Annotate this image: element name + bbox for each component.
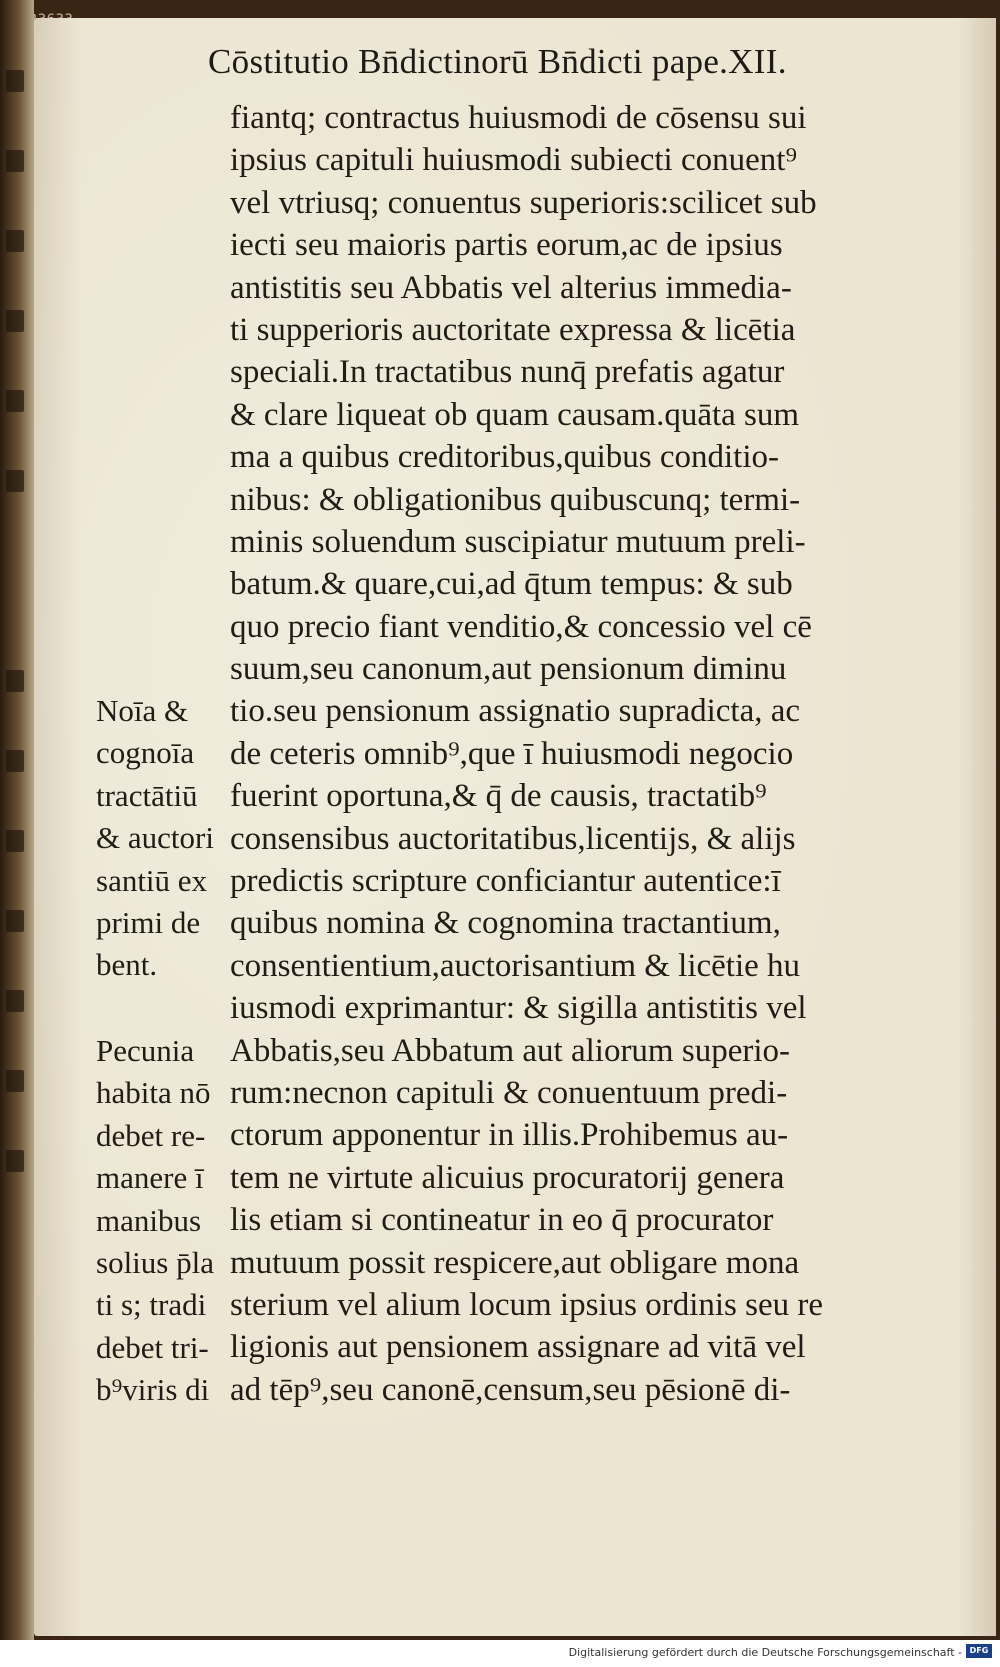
margin-note-line: b⁹viris di: [96, 1372, 210, 1408]
text-line: rum:necnon capituli & conuentuum predi-: [230, 1074, 788, 1111]
text-line: de ceteris omnib⁹,que ī huiusmodi negocio: [230, 735, 794, 772]
margin-note-line: cognoīa: [96, 735, 195, 771]
margin-note-pecunia: [96, 1030, 246, 1412]
text-line: fuerint oportuna,& q̄ de causis, tractatib⁹: [230, 778, 767, 815]
margin-note-line: debet re-: [96, 1117, 206, 1153]
text-line: suum,seu canonum,aut pensionum diminu: [230, 651, 787, 688]
dfg-logo: DFG: [966, 1644, 992, 1658]
main-text-column: [230, 97, 990, 1411]
margin-note-line: habita nō: [96, 1075, 211, 1111]
margin-note-line: manibus: [96, 1202, 202, 1238]
text-line: quo precio fiant venditio,& concessio vel cē: [230, 608, 812, 645]
margin-note-line: debet tri-: [96, 1329, 209, 1365]
text-line: iecti seu maioris partis eorum,ac de ipsius: [230, 227, 783, 264]
text-line: & clare liqueat ob quam causam.quāta sum: [230, 396, 800, 433]
neighbor-page-edge: [0, 0, 34, 1640]
text-line: quibus nomina & cognomina tractantium,: [230, 905, 781, 942]
margin-note-line: Pecunia: [96, 1033, 195, 1068]
text-line: antistitis seu Abbatis vel alterius immedia-: [230, 269, 792, 306]
margin-note-line: Noīa &: [96, 693, 189, 728]
margin-note-line: ti s; tradi: [96, 1287, 207, 1323]
text-line: ma a quibus creditoribus,quibus conditio-: [230, 439, 779, 476]
text-line: nibus: & obligationibus quibuscunq; termi-: [230, 481, 801, 518]
text-line: ti supperioris auctoritate expressa & licētia: [230, 311, 796, 348]
text-line: Abbatis,seu Abbatum aut aliorum superio-: [230, 1032, 790, 1069]
margin-note-line: manere ī: [96, 1160, 204, 1196]
text-line: vel vtriusq; conuentus superioris:scilicet sub: [230, 184, 817, 221]
margin-note-line: & auctori: [96, 820, 214, 856]
margin-note-names: [96, 690, 246, 987]
text-line: ad tēp⁹,seu canonē,censum,seu pēsionē di-: [230, 1371, 791, 1408]
text-line: predictis scripture conficiantur autentice:ī: [230, 863, 781, 900]
running-header: Cōstitutio Bn̄dictinorū Bn̄dicti pape.XII.: [208, 42, 787, 81]
text-line: tio.seu pensionum assignatio supradicta, ac: [230, 693, 801, 730]
text-line: lis etiam si contineatur in eo q̄ procurator: [230, 1202, 774, 1239]
text-line: ligionis aut pensionem assignare ad vitā vel: [230, 1329, 806, 1366]
margin-note-line: primi de: [96, 904, 201, 940]
text-line: consentientium,auctorisantium & licētie hu: [230, 947, 801, 984]
margin-note-line: santiū ex: [96, 862, 208, 898]
text-line: batum.& quare,cui,ad q̄tum tempus: & sub: [230, 566, 793, 603]
text-line: fiantq; contractus huiusmodi de cōsensu sui: [230, 100, 807, 136]
text-line: tem ne virtute alicuius procuratorij genera: [230, 1159, 785, 1196]
text-line: minis soluendum suscipiatur mutuum preli-: [230, 523, 806, 560]
text-line: sterium vel alium locum ipsius ordinis seu re: [230, 1286, 824, 1323]
margin-note-line: solius p̄la: [96, 1244, 214, 1280]
text-line: ctorum apponentur in illis.Prohibemus au-: [230, 1117, 789, 1154]
text-line: iusmodi exprimantur: & sigilla antistitis vel: [230, 990, 807, 1027]
footer-bar: [0, 1640, 1000, 1667]
text-line: consensibus auctoritatibus,licentijs, & alijs: [230, 820, 796, 857]
margin-note-line: bent.: [96, 947, 158, 983]
margin-note-line: tractātiū: [96, 777, 198, 813]
footer-credit: Digitalisierung gefördert durch die Deutsche Forschungsgemeinschaft -: [568, 1646, 962, 1659]
text-line: speciali.In tractatibus nunq̄ prefatis agatur: [230, 354, 785, 391]
text-line: ipsius capituli huiusmodi subiecti conuent⁹: [230, 142, 797, 179]
text-line: mutuum possit respicere,aut obligare mona: [230, 1244, 800, 1281]
